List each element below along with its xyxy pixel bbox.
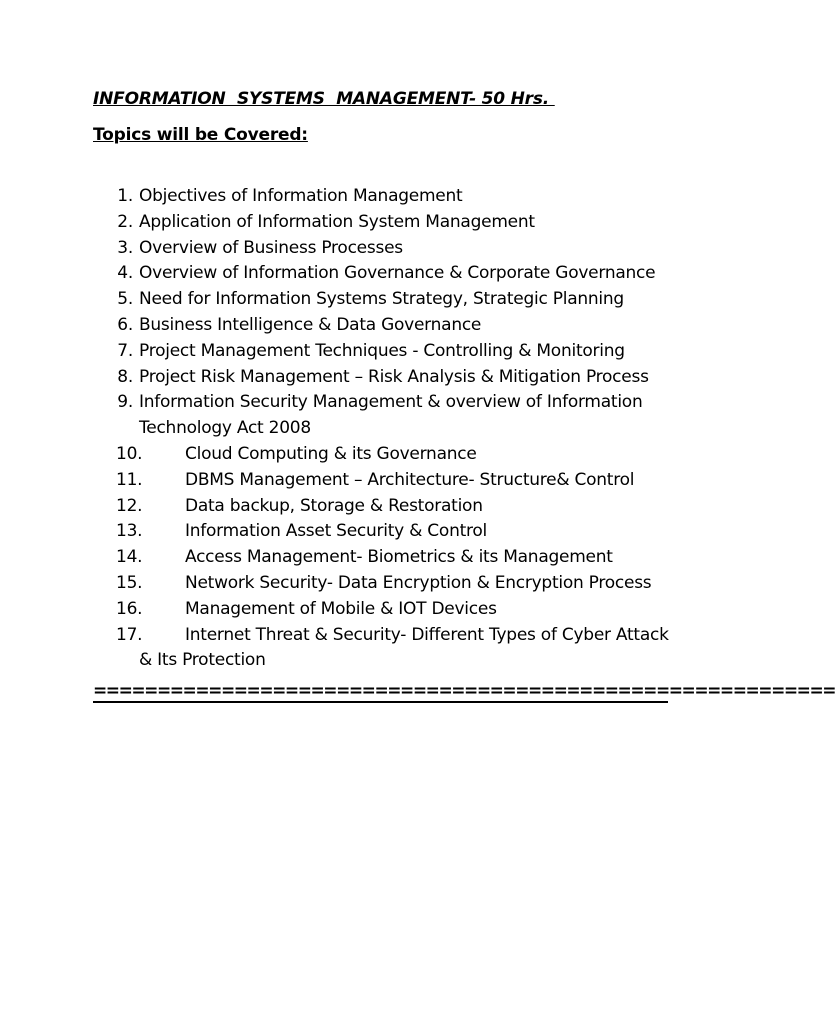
list-item <box>93 210 683 236</box>
list-item-number: 16. <box>116 598 143 619</box>
list-item-number: 4. <box>117 263 133 284</box>
topic-list <box>93 184 683 674</box>
list-item <box>93 390 683 442</box>
list-item-text: Overview of Business Processes <box>139 237 403 258</box>
list-item-text: Project Management Techniques - Controlling & Monitoring <box>139 340 625 361</box>
list-item-text: Objectives of Information Management <box>139 186 463 206</box>
list-item-number: 7. <box>117 340 133 361</box>
list-item <box>93 365 683 391</box>
list-item <box>93 571 683 597</box>
list-item-number: 13. <box>116 521 143 542</box>
list-item-text: Project Risk Management – Risk Analysis & Mitigation Process <box>139 366 649 387</box>
topics-subheading: Topics will be Covered: <box>93 125 308 145</box>
list-item-number: 8. <box>117 366 133 387</box>
list-item-text: Business Intelligence & Data Governance <box>139 314 482 335</box>
list-item <box>93 519 683 545</box>
list-item-text: Need for Information Systems Strategy, Strategic Planning <box>139 289 624 310</box>
list-item-text: Management of Mobile & IOT Devices <box>185 598 497 619</box>
list-item <box>93 184 683 210</box>
separator-line: ========================================================== <box>93 681 835 701</box>
list-item-number: 5. <box>117 289 133 310</box>
list-item-number: 10. <box>116 443 143 464</box>
list-item-continuation: Technology Act 2008 <box>139 418 311 439</box>
list-item-text: Network Security- Data Encryption & Encryption Process <box>185 572 652 593</box>
list-item <box>93 468 683 494</box>
list-item-text: Access Management- Biometrics & its Management <box>185 547 613 568</box>
list-item-text: DBMS Management – Architecture- Structure& Control <box>185 469 635 490</box>
list-item-text: Information Security Management & overview of Information <box>139 392 643 413</box>
list-item <box>93 623 683 675</box>
list-item-text: Application of Information System Management <box>139 211 535 232</box>
list-item-continuation: & Its Protection <box>139 650 266 671</box>
document-title: INFORMATION SYSTEMS MANAGEMENT- 50 Hrs. <box>93 89 555 109</box>
list-item-number: 15. <box>116 572 143 593</box>
list-item-text: Overview of Information Governance & Corporate Governance <box>139 263 656 284</box>
list-item <box>93 313 683 339</box>
list-item-number: 9. <box>117 392 133 413</box>
list-item <box>93 261 683 287</box>
list-item-number: 14. <box>116 547 143 568</box>
list-item-text: Information Asset Security & Control <box>185 521 488 542</box>
list-item <box>93 494 683 520</box>
list-item <box>93 442 683 468</box>
list-item-text: Data backup, Storage & Restoration <box>185 495 483 516</box>
list-item-text: Internet Threat & Security- Different Types of Cyber Attack <box>185 624 669 645</box>
list-item-text: Cloud Computing & its Governance <box>185 443 477 464</box>
list-item-number: 12. <box>116 495 143 516</box>
list-item <box>93 339 683 365</box>
list-item-number: 2. <box>117 211 133 232</box>
list-item <box>93 597 683 623</box>
list-item <box>93 545 683 571</box>
list-item <box>93 236 683 262</box>
list-item-number: 1. <box>117 186 133 206</box>
list-item-number: 11. <box>116 469 143 490</box>
list-item-number: 17. <box>116 624 143 645</box>
list-item-number: 6. <box>117 314 133 335</box>
list-item <box>93 287 683 313</box>
list-item-number: 3. <box>117 237 133 258</box>
